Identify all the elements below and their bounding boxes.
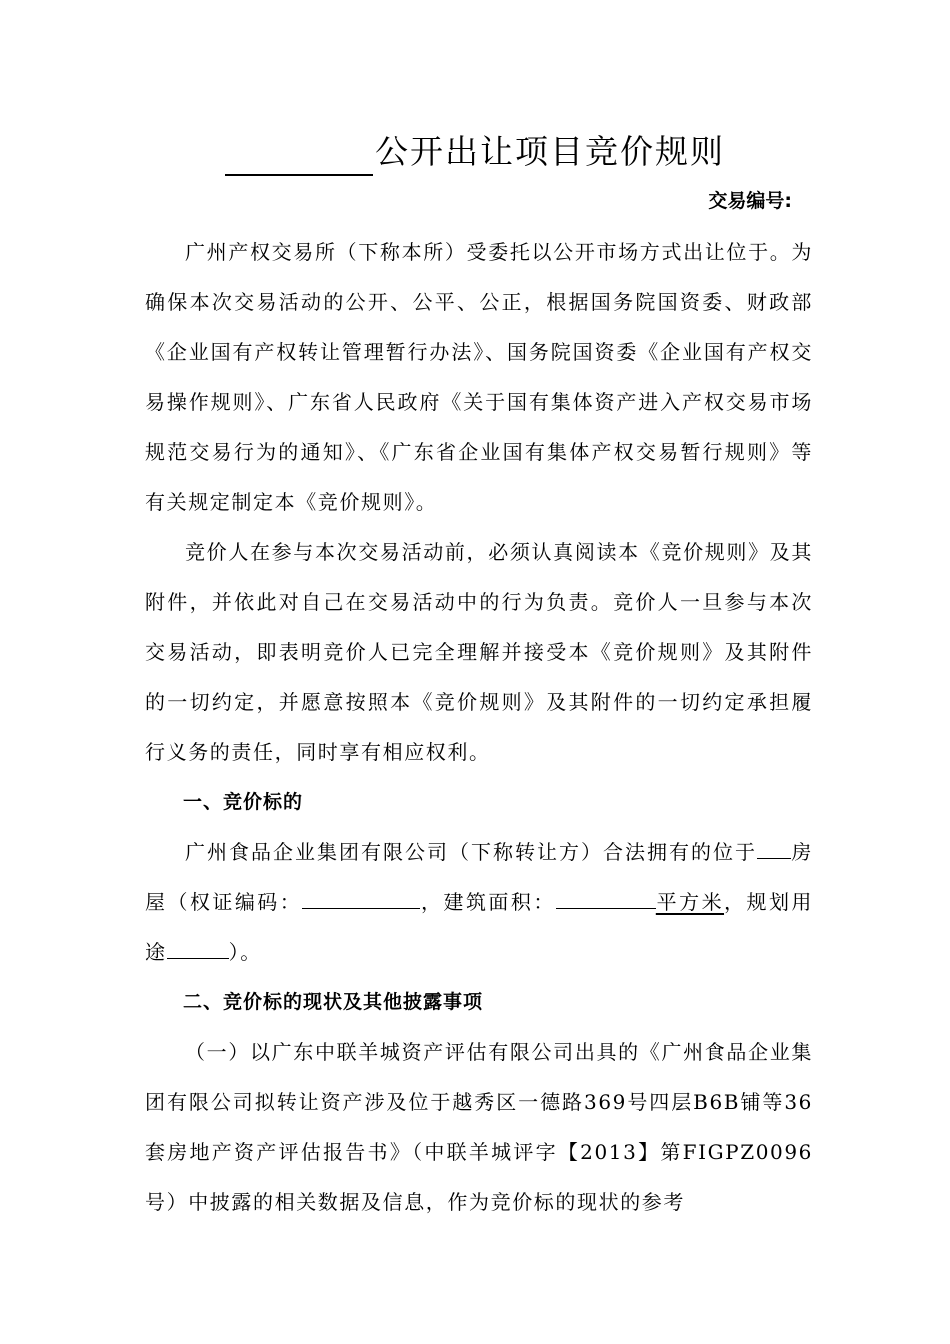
usage-blank [167, 934, 229, 959]
section-heading-2: 二、竞价标的现状及其他披露事项 [183, 991, 484, 1013]
certificate-number-blank [302, 884, 420, 909]
location-blank [757, 834, 791, 859]
document-title [0, 128, 950, 176]
subject-text-4: ，规划用途 [145, 890, 813, 964]
subject-text-5: ）。 [228, 940, 262, 964]
title-text: 公开出让项目竞价规则 [375, 132, 725, 171]
paragraph-bidder-notice: 竞价人在参与本次交易活动前，必须认真阅读本《竞价规则》及其附件，并依此对自己在交易活动中的行为负责。竞价人一旦参与本次交易活动，即表明竞价人已完全理解并接受本《竞价规则》及其附件的一切约定，并愿意按照本《竞价规则》及其附件的一切约定承担履行义务的责任，同时享有相应权利。 [145, 540, 813, 764]
paragraph-intro: 广州产权交易所（下称本所）受委托以公开市场方式出让位于。为确保本次交易活动的公开、公平、公正，根据国务院国资委、财政部《企业国有产权转让管理暂行办法》、国务院国资委《企业国有产权交易操作规则》、广东省人民政府《关于国有集体资产进入产权交易市场规范交易行为的通知》、《广东省企业国有集体产权交易暂行规则》等有关规定制定本《竞价规则》。 [145, 240, 813, 514]
document-body [145, 227, 813, 1227]
area-blank [556, 884, 656, 909]
subject-text-2: 房屋（权证编码： [145, 840, 813, 914]
subject-text-1: 广州食品企业集团有限公司（下称转让方）合法拥有的位于 [185, 840, 757, 864]
paragraph-appraisal: （一）以广东中联羊城资产评估有限公司出具的《广州食品企业集团有限公司拟转让资产涉及位于越秀区一德路369号四层B6B铺等36套房地产资产评估报告书》（中联羊城评字【2013】第FIGPZ0096号）中披露的相关数据及信息，作为竞价标的现状的参考 [145, 1040, 813, 1214]
paragraph-bid-subject [145, 827, 813, 977]
section-heading-1: 一、竞价标的 [183, 791, 304, 813]
area-unit: 平方米 [655, 890, 725, 914]
trade-number-label: 交易编号: [708, 190, 792, 212]
title-blank-underline [225, 138, 373, 176]
subject-text-3: ，建筑面积： [420, 890, 556, 914]
